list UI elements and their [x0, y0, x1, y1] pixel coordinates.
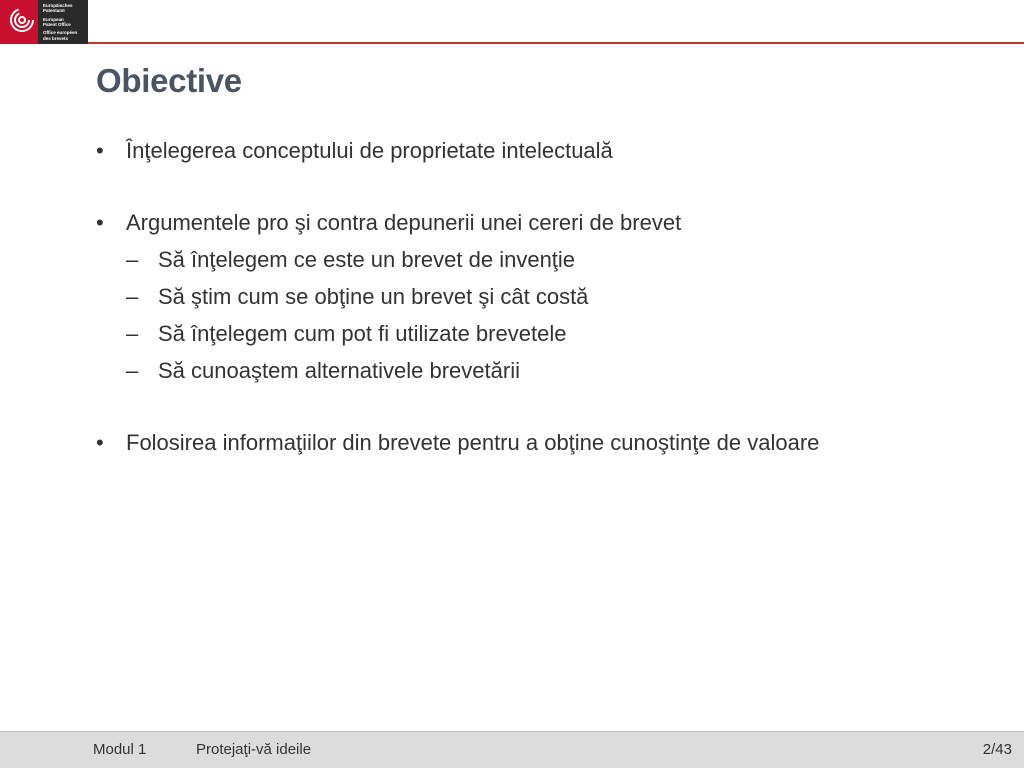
dash-marker: –: [126, 284, 139, 309]
dash-marker: –: [126, 358, 139, 383]
dash-marker: –: [126, 321, 139, 346]
sub-bullet-item: [96, 241, 956, 278]
bullet-text: Folosirea informaţiilor din brevete pentru a obţine cunoştinţe de valoare: [126, 430, 820, 455]
epo-logo-mark-icon: [0, 0, 38, 44]
header-divider: [88, 42, 1024, 44]
bullet-item: [96, 132, 956, 169]
sub-bullet-item: [96, 315, 956, 352]
epo-logo: [0, 0, 88, 44]
bullet-text: Argumentele pro şi contra depunerii unei cereri de brevet: [126, 210, 682, 235]
footer-bar: [0, 731, 1024, 768]
sub-bullet-item: [96, 278, 956, 315]
bullet-text: Înţelegerea conceptului de proprietate intelectuală: [126, 138, 613, 163]
page-number: 2/43: [982, 741, 1012, 758]
footer-module-label: Modul 1: [93, 741, 147, 758]
bullet-item: [96, 204, 956, 241]
slide-title: Obiective: [96, 62, 242, 99]
epo-logo-text: Europäisches Patentamt European Patent Office Office européen des brevets: [43, 2, 78, 41]
sub-bullet-text: Să înţelegem ce este un brevet de invenţie: [158, 247, 576, 272]
bullet-item: [96, 424, 826, 461]
sub-bullet-item: [96, 352, 956, 389]
sub-bullet-text: Să înţelegem cum pot fi utilizate brevetele: [158, 321, 567, 346]
bullet-marker: •: [96, 138, 104, 163]
footer-presentation-title: Protejaţi-vă ideile: [196, 741, 312, 758]
sub-bullet-text: Să cunoaştem alternativele brevetării: [158, 358, 520, 383]
dash-marker: –: [126, 247, 139, 272]
sub-bullet-text: Să ştim cum se obţine un brevet şi cât costă: [158, 284, 589, 309]
bullet-marker: •: [96, 210, 104, 235]
bullet-marker: •: [96, 430, 104, 455]
slide-content: [96, 132, 956, 461]
